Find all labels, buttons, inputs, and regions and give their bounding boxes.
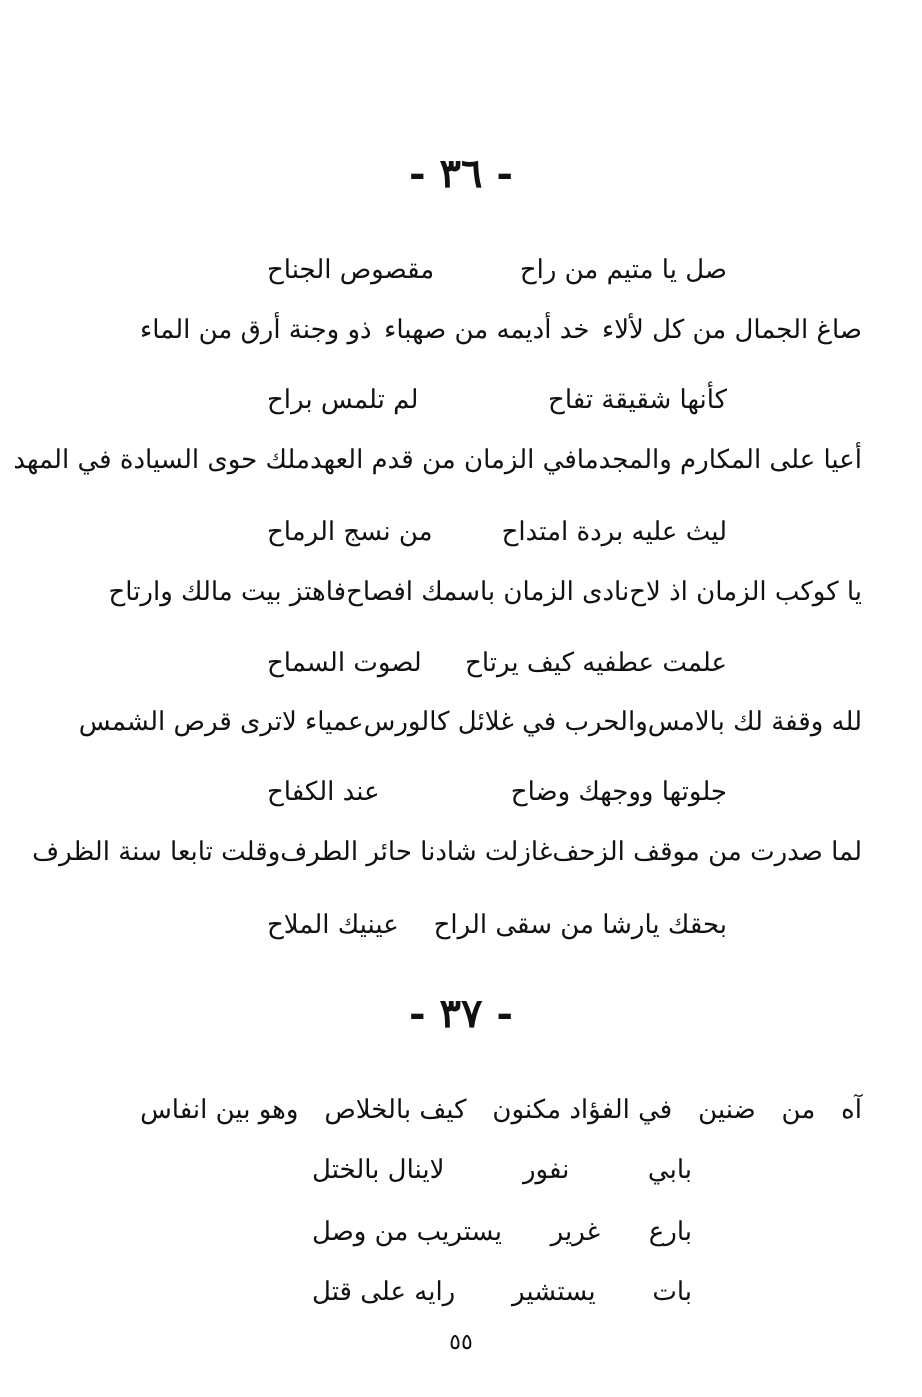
hemistich: مقصوص الجناح bbox=[267, 255, 435, 285]
verse-word: وهو بين انفاس bbox=[140, 1095, 299, 1125]
hemistich: عمياء لاترى قرص الشمس bbox=[78, 707, 364, 737]
verse-word: في الفؤاد مكنون bbox=[492, 1095, 673, 1125]
hemistich: عند الكفاح bbox=[267, 777, 380, 807]
hemistich: عينيك الملاح bbox=[267, 910, 399, 940]
hemistich: خد أديمه من صهباء bbox=[384, 315, 590, 345]
hemistich: لم تلمس براح bbox=[267, 385, 419, 415]
hemistich: أعيا على المكارم والمجد bbox=[598, 445, 862, 475]
hemistich: بحقك يارشا من سقى الراح bbox=[433, 910, 727, 940]
hemistich: لله وقفة لك بالامس bbox=[647, 707, 862, 737]
verse-line bbox=[312, 1150, 692, 1190]
verse-line bbox=[108, 572, 862, 612]
verse-word: يستريب من وصل bbox=[312, 1217, 502, 1247]
verse-line bbox=[267, 643, 727, 683]
verse-line bbox=[267, 380, 727, 420]
hemistich: كأنها شقيقة تفاح bbox=[548, 385, 727, 415]
verse-word: بارع bbox=[648, 1217, 692, 1247]
page-number: ٥٥ bbox=[449, 1330, 473, 1355]
section-number-36: - ٣٦ - bbox=[408, 150, 514, 197]
verse-word: لاينال بالختل bbox=[312, 1155, 445, 1185]
verse-line bbox=[267, 905, 727, 945]
hemistich: من نسج الرماح bbox=[267, 517, 433, 547]
hemistich: علمت عطفيه كيف يرتاح bbox=[465, 648, 727, 678]
verse-word: بابي bbox=[647, 1155, 692, 1185]
hemistich: ملك حوى السيادة في المهد bbox=[13, 445, 310, 475]
verse-line bbox=[312, 1272, 692, 1312]
verse-line bbox=[32, 832, 862, 872]
hemistich: نادى الزمان باسمك افصاح bbox=[346, 577, 630, 607]
hemistich: لما صدرت من موقف الزحف bbox=[552, 837, 862, 867]
verse-line bbox=[13, 440, 862, 480]
hemistich: وقلت تابعا سنة الظرف bbox=[32, 837, 281, 867]
hemistich: غازلت شادنا حائر الطرف bbox=[280, 837, 553, 867]
hemistich: يا كوكب الزمان اذ لاح bbox=[629, 577, 862, 607]
hemistich: ليث عليه بردة امتداح bbox=[501, 517, 727, 547]
hemistich: صاغ الجمال من كل لألاء bbox=[601, 315, 862, 345]
verse-line bbox=[267, 512, 727, 552]
verse-word: كيف بالخلاص bbox=[324, 1095, 467, 1125]
verse-line bbox=[267, 772, 727, 812]
verse-line bbox=[267, 250, 727, 290]
verse-word: ضنين bbox=[698, 1095, 756, 1125]
verse-word: غرير bbox=[550, 1217, 601, 1247]
hemistich: جلوتها ووجهك وضاح bbox=[510, 777, 727, 807]
hemistich: صل يا متيم من راح bbox=[519, 255, 727, 285]
hemistich: مافي الزمان من قدم العهد bbox=[309, 445, 599, 475]
hemistich: لصوت السماح bbox=[267, 648, 422, 678]
verse-line bbox=[140, 1090, 862, 1130]
verse-line bbox=[312, 1212, 692, 1252]
section-number-37: - ٣٧ - bbox=[408, 990, 514, 1037]
verse-line bbox=[78, 702, 862, 742]
hemistich: ذو وجنة أرق من الماء bbox=[140, 315, 372, 345]
verse-word: بات bbox=[652, 1277, 692, 1307]
hemistich: فاهتز بيت مالك وارتاح bbox=[108, 577, 347, 607]
verse-word: من bbox=[781, 1095, 816, 1125]
verse-word: رايه على قتل bbox=[312, 1277, 456, 1307]
hemistich: والحرب في غلائل كالورس bbox=[363, 707, 648, 737]
verse-line bbox=[140, 310, 862, 350]
verse-word: يستشير bbox=[511, 1277, 596, 1307]
verse-word: نفور bbox=[522, 1155, 570, 1185]
verse-word: آه bbox=[841, 1095, 862, 1125]
